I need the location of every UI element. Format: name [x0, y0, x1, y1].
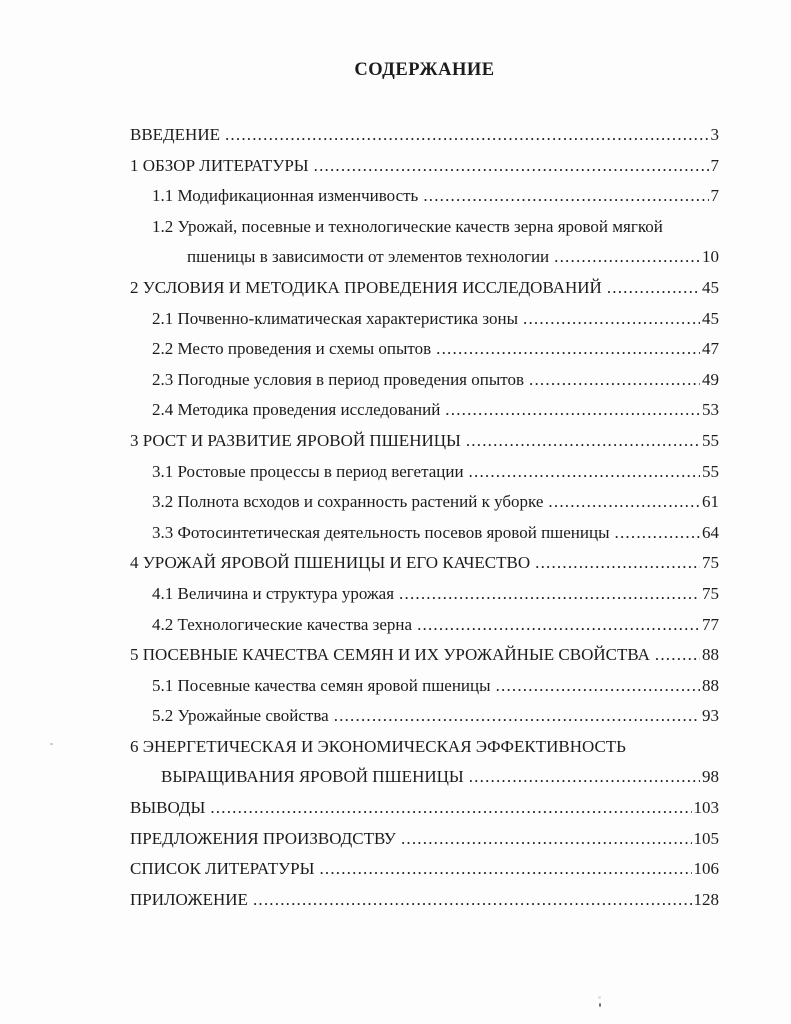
toc-page-number: 75 — [702, 553, 719, 573]
dot-leader-icon — [253, 885, 692, 916]
dot-leader-icon — [436, 334, 700, 365]
toc-entry-text: СПИСОК ЛИТЕРАТУРЫ — [130, 859, 315, 879]
toc-entry-text: 3.2 Полнота всходов и сохранность растений к уборке — [152, 492, 544, 512]
toc-entry-text: ВВЕДЕНИЕ — [130, 125, 220, 144]
toc-entry-text: ПРИЛОЖЕНИЕ — [130, 889, 248, 909]
dot-leader-icon — [210, 793, 691, 824]
toc-page-number: 75 — [702, 583, 719, 603]
toc-page-number: 7 — [710, 186, 719, 206]
toc-page-number: 10 — [702, 247, 719, 267]
scan-speck — [598, 996, 601, 999]
toc-entry — [130, 120, 719, 151]
toc-entry — [152, 610, 719, 641]
toc-entry-text: 1.2 Урожай, посевные и технологические качеств зерна яровой мягкой — [152, 216, 663, 236]
toc-entry-text: 1 ОБЗОР ЛИТЕРАТУРЫ — [130, 155, 309, 175]
toc-entry — [152, 395, 719, 426]
toc-entry — [152, 518, 719, 549]
dot-leader-icon — [445, 395, 700, 426]
scan-speck — [599, 1003, 601, 1007]
toc-page-number: 49 — [702, 369, 719, 389]
dot-leader-icon — [615, 518, 700, 549]
toc-page-number: 88 — [702, 645, 719, 665]
dot-leader-icon — [466, 426, 700, 457]
toc-entry-text: 5.1 Посевные качества семян яровой пшеницы — [152, 675, 491, 695]
toc-page-number: 53 — [702, 400, 719, 420]
dot-leader-icon — [535, 548, 700, 579]
toc-entry — [152, 457, 719, 488]
toc-page-number: 55 — [702, 461, 719, 481]
toc-entry — [130, 151, 719, 182]
toc-page-number: 105 — [693, 828, 719, 848]
toc-entry-text: 2.4 Методика проведения исследований — [152, 400, 441, 420]
toc-page-number: 55 — [702, 430, 719, 450]
toc-entry-text: пшеницы в зависимости от элементов технологии — [187, 247, 550, 267]
toc-entry-text: 2.2 Место проведения и схемы опытов — [152, 339, 432, 359]
toc-entry-text: 3 РОСТ И РАЗВИТИЕ ЯРОВОЙ ПШЕНИЦЫ — [130, 430, 461, 450]
dot-leader-icon — [401, 824, 692, 855]
toc-entry — [152, 701, 719, 732]
toc-entry — [152, 181, 719, 212]
toc-entry — [152, 671, 719, 702]
toc-entry-text: 3.3 Фотосинтетическая деятельность посевов яровой пшеницы — [152, 522, 610, 542]
dot-leader-icon — [423, 181, 708, 212]
toc-page-number: 103 — [693, 798, 719, 818]
toc-entry-text: 6 ЭНЕРГЕТИЧЕСКАЯ И ЭКОНОМИЧЕСКАЯ ЭФФЕКТИВНОСТЬ — [130, 736, 626, 756]
toc-page-number: 47 — [702, 339, 719, 359]
toc-entry-text: 4 УРОЖАЙ ЯРОВОЙ ПШЕНИЦЫ И ЕГО КАЧЕСТВО — [130, 553, 531, 573]
dot-leader-icon — [655, 640, 700, 671]
toc-entry-text: 4.1 Величина и структура урожая — [152, 583, 395, 603]
dot-leader-icon — [225, 120, 709, 151]
toc-entry — [130, 824, 719, 855]
toc-entry-text: 5.2 Урожайные свойства — [152, 706, 329, 726]
toc-entry — [152, 304, 719, 335]
toc-entry — [130, 640, 719, 671]
dot-leader-icon — [314, 151, 709, 182]
dot-leader-icon — [554, 242, 700, 273]
dot-leader-icon — [469, 457, 700, 488]
toc-entry-text: 2 УСЛОВИЯ И МЕТОДИКА ПРОВЕДЕНИЯ ИССЛЕДОВАНИЙ — [130, 277, 602, 297]
toc-page-number: 3 — [710, 125, 719, 144]
dot-leader-icon — [548, 487, 700, 518]
toc-page-number: 98 — [702, 767, 719, 787]
toc-page-number: 61 — [702, 492, 719, 512]
toc-page-number: 93 — [702, 706, 719, 726]
toc-entry — [152, 365, 719, 396]
toc-page-number: 128 — [693, 889, 719, 909]
toc-entry — [130, 548, 719, 579]
toc-entry-text: 5 ПОСЕВНЫЕ КАЧЕСТВА СЕМЯН И ИХ УРОЖАЙНЫЕ СВОЙСТВА — [130, 645, 650, 665]
toc-entry — [161, 762, 719, 793]
dot-leader-icon — [496, 671, 700, 702]
scan-speck — [50, 743, 53, 745]
dot-leader-icon — [469, 762, 700, 793]
toc-page-number: 77 — [702, 614, 719, 634]
toc-entry-text: ВЫРАЩИВАНИЯ ЯРОВОЙ ПШЕНИЦЫ — [161, 767, 464, 787]
toc-entry-list — [130, 120, 719, 915]
toc-entry — [187, 242, 719, 273]
page-title: СОДЕРЖАНИЕ — [354, 60, 495, 80]
dot-leader-icon — [607, 273, 700, 304]
dot-leader-icon — [334, 701, 700, 732]
dot-leader-icon — [529, 365, 700, 396]
toc-entry-text: 4.2 Технологические качества зерна — [152, 614, 413, 634]
toc-entry-text: 3.1 Ростовые процессы в период вегетации — [152, 461, 464, 481]
toc-entry — [130, 732, 719, 763]
toc-entry — [130, 854, 719, 885]
toc-page-number: 45 — [702, 308, 719, 328]
toc-entry-text: 1.1 Модификационная изменчивость — [152, 186, 419, 206]
toc-page-number: 7 — [710, 155, 719, 175]
toc-entry-text: 2.3 Погодные условия в период проведения опытов — [152, 369, 525, 389]
toc-entry-text: ВЫВОДЫ — [130, 798, 206, 818]
toc-entry — [152, 334, 719, 365]
toc-page-number: 106 — [693, 859, 719, 879]
toc-page-number: 64 — [702, 522, 719, 542]
dot-leader-icon — [523, 304, 700, 335]
toc-entry — [130, 885, 719, 916]
table-of-contents — [130, 56, 719, 915]
toc-entry — [130, 426, 719, 457]
toc-entry-text: 2.1 Почвенно-климатическая характеристика зоны — [152, 308, 518, 328]
toc-entry — [130, 273, 719, 304]
toc-entry — [152, 579, 719, 610]
dot-leader-icon — [417, 610, 700, 641]
toc-entry — [130, 793, 719, 824]
toc-page-number: 45 — [702, 277, 719, 297]
dot-leader-icon — [399, 579, 700, 610]
toc-entry — [152, 487, 719, 518]
dot-leader-icon — [319, 854, 691, 885]
toc-entry — [152, 212, 719, 243]
toc-entry-text: ПРЕДЛОЖЕНИЯ ПРОИЗВОДСТВУ — [130, 828, 396, 848]
toc-page-number: 88 — [702, 675, 719, 695]
